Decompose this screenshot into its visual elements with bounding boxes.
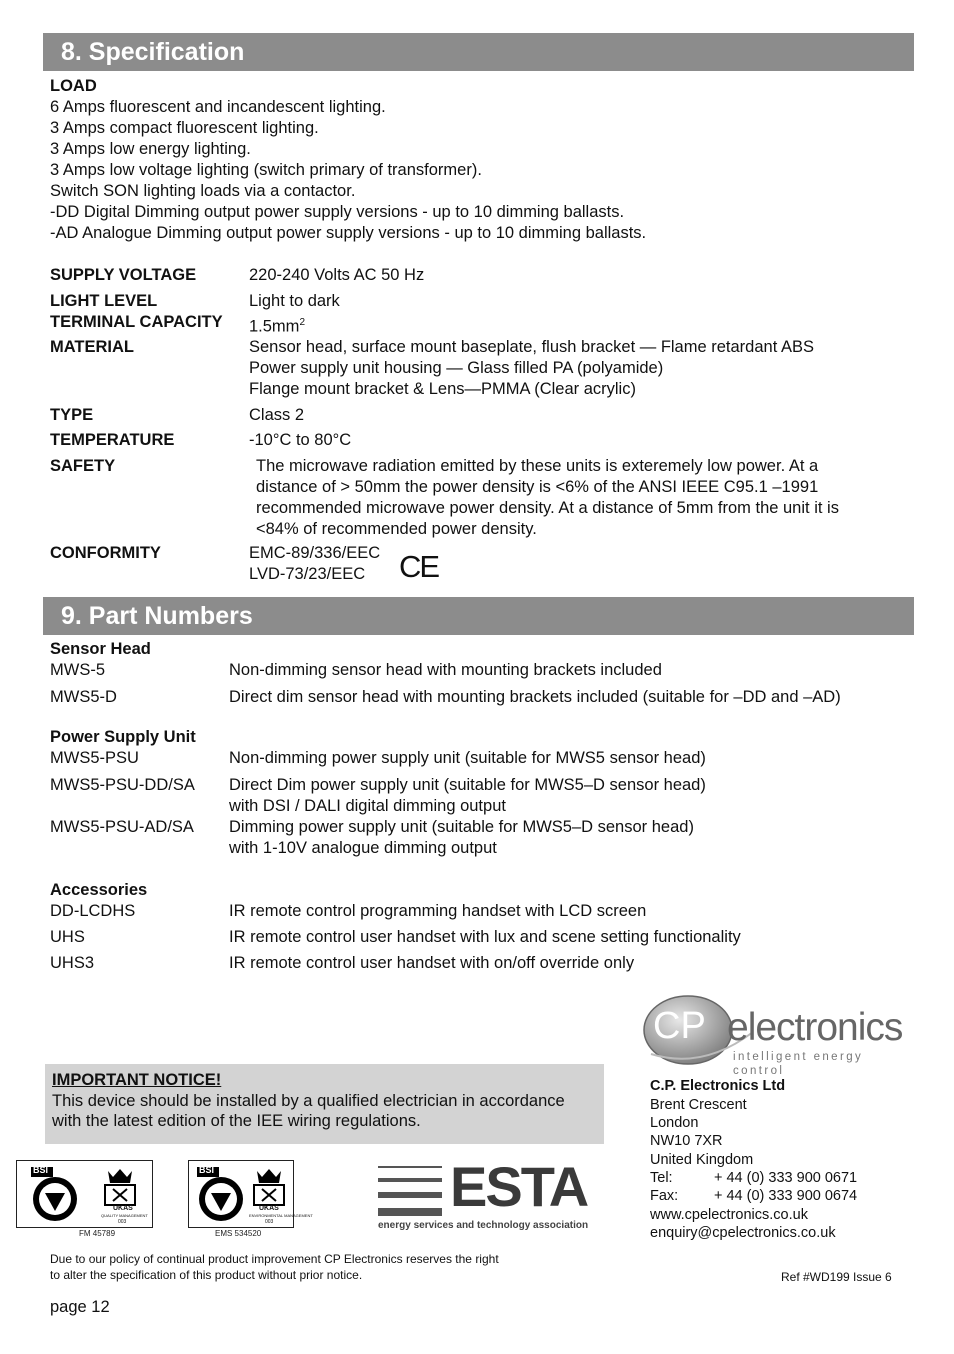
part-code: MWS5-D [50,688,117,706]
part-description: Direct dim sensor head with mounting brackets included (suitable for –DD and –AD) [229,688,841,706]
esta-subtitle: energy services and technology association [378,1220,589,1231]
bsi-label: BSI [199,1165,215,1175]
safety-line: The microwave radiation emitted by these units is exteremely low power. At a [256,457,819,475]
tel-number: + 44 (0) 333 900 0671 [714,1170,858,1186]
section-heading-specification: 8. Specification [43,33,914,71]
cp-electronics-logo [643,992,913,1077]
load-line: 6 Amps fluorescent and incandescent lighting. [50,98,386,116]
part-description-continued: with 1-10V analogue dimming output [229,839,497,857]
conformity-label: CONFORMITY [50,544,161,562]
ce-mark-icon: CE [399,549,439,584]
safety-line: distance of > 50mm the power density is <6% of the ANSI IEEE C95.1 –1991 [256,478,819,496]
logo-tagline: intelligent energy control [733,1051,864,1077]
section-heading-part-numbers: 9. Part Numbers [43,597,914,635]
part-description-continued: with DSI / DALI digital dimming output [229,797,506,815]
esta-lines-icon [378,1166,442,1216]
part-description: Dimming power supply unit (suitable for MWS5–D sensor head) [229,818,694,836]
fm-certificate-number: FM 45789 [79,1229,116,1238]
address-line: Brent Crescent [650,1097,747,1113]
type-value: Class 2 [249,406,305,424]
conformity-line: EMC-89/336/EEC [249,544,381,562]
group-title-power-supply-unit: Power Supply Unit [50,728,196,746]
material-line: Flange mount bracket & Lens—PMMA (Clear acrylic) [249,380,636,398]
disclaimer-line: to alter the specification of this product without prior notice. [50,1268,363,1282]
esta-logo [378,1155,596,1234]
light-level-value: Light to dark [249,292,340,310]
part-code: MWS-5 [50,661,105,679]
part-description: Non-dimming sensor head with mounting brackets included [229,661,662,679]
notice-text: This device should be installed by a qualified electrician in accordance with the latest edition of the IEE wiring regulations. [52,1091,565,1130]
ukas-number: 003 [118,1219,127,1225]
bsi-ukas-quality-certificate [16,1160,153,1228]
part-description: Non-dimming power supply unit (suitable for MWS5 sensor head) [229,749,706,767]
part-description: IR remote control user handset with lux and scene setting functionality [229,928,741,946]
safety-line: recommended microwave power density. At a distance of 5mm from the unit it is [256,499,839,517]
temperature-value: -10°C to 80°C [249,431,352,449]
material-line: Sensor head, surface mount baseplate, flush bracket — Flame retardant ABS [249,338,814,356]
load-line: 3 Amps low voltage lighting (switch primary of transformer). [50,161,482,179]
material-label: MATERIAL [50,338,135,356]
company-name: C.P. Electronics Ltd [650,1078,786,1094]
temperature-label: TEMPERATURE [50,431,175,449]
part-code: MWS5-PSU-AD/SA [50,818,194,836]
load-line: 3 Amps compact fluorescent lighting. [50,119,319,137]
part-code: MWS5-PSU [50,749,139,767]
conformity-line: LVD-73/23/EEC [249,565,366,583]
part-description: IR remote control programming handset with LCD screen [229,902,647,920]
load-label: LOAD [50,77,97,95]
ukas-sublabel: ENVIRONMENTAL MANAGEMENT [249,1213,313,1218]
material-line: Power supply unit housing — Glass filled PA (polyamide) [249,359,664,377]
important-notice-box [45,1064,604,1144]
part-description: Direct Dim power supply unit (suitable for MWS5–D sensor head) [229,776,706,794]
type-label: TYPE [50,406,94,424]
bsi-label: BSI [33,1165,49,1175]
address-line: London [650,1115,699,1131]
address-line: NW10 7XR [650,1133,723,1149]
logo-cp-text: CP [653,1005,706,1047]
part-code: UHS [50,928,85,946]
part-code: DD-LCDHS [50,902,136,920]
terminal-capacity-value [249,312,305,338]
part-description: IR remote control user handset with on/off override only [229,954,635,972]
ukas-label: UKAS [259,1205,279,1212]
load-line: 3 Amps low energy lighting. [50,140,251,158]
part-code: MWS5-PSU-DD/SA [50,776,195,794]
safety-label: SAFETY [50,457,116,475]
ukas-number: 003 [265,1219,274,1225]
ems-certificate-number: EMS 534520 [215,1229,262,1238]
address-line: United Kingdom [650,1152,754,1168]
email-link[interactable]: enquiry@cpelectronics.co.uk [650,1225,836,1241]
terminal-capacity-number: 1.5mm [249,317,300,336]
document-reference: Ref #WD199 Issue 6 [781,1270,892,1284]
fax-label: Fax: [650,1188,679,1204]
group-title-sensor-head: Sensor Head [50,640,151,658]
part-code: UHS3 [50,954,95,972]
notice-title: IMPORTANT NOTICE! [52,1071,222,1089]
light-level-label: LIGHT LEVEL [50,292,158,310]
supply-voltage-label: SUPPLY VOLTAGE [50,266,197,284]
terminal-capacity-label: TERMINAL CAPACITY [50,313,223,331]
website-link[interactable]: www.cpelectronics.co.uk [650,1207,808,1223]
bsi-ukas-environmental-certificate [188,1160,313,1228]
superscript: 2 [299,317,305,328]
disclaimer [50,1251,499,1283]
supply-voltage-value: 220-240 Volts AC 50 Hz [249,266,425,284]
load-line: -DD Digital Dimming output power supply versions - up to 10 dimming ballasts. [50,203,625,221]
load-line: -AD Analogue Dimming output power supply versions - up to 10 dimming ballasts. [50,224,647,242]
ukas-sublabel: QUALITY MANAGEMENT [101,1213,148,1218]
esta-word: ESTA [450,1155,588,1218]
load-line: Switch SON lighting loads via a contactor. [50,182,356,200]
fax-number: + 44 (0) 333 900 0674 [714,1188,858,1204]
ukas-label: UKAS [113,1205,133,1212]
group-title-accessories: Accessories [50,881,148,899]
logo-electronics-text: electronics [727,1006,903,1049]
page-number: page 12 [50,1298,110,1316]
tel-label: Tel: [650,1170,673,1186]
disclaimer-line: Due to our policy of continual product improvement CP Electronics reserves the right [50,1252,499,1266]
safety-line: <84% of recommended power density. [256,520,537,538]
